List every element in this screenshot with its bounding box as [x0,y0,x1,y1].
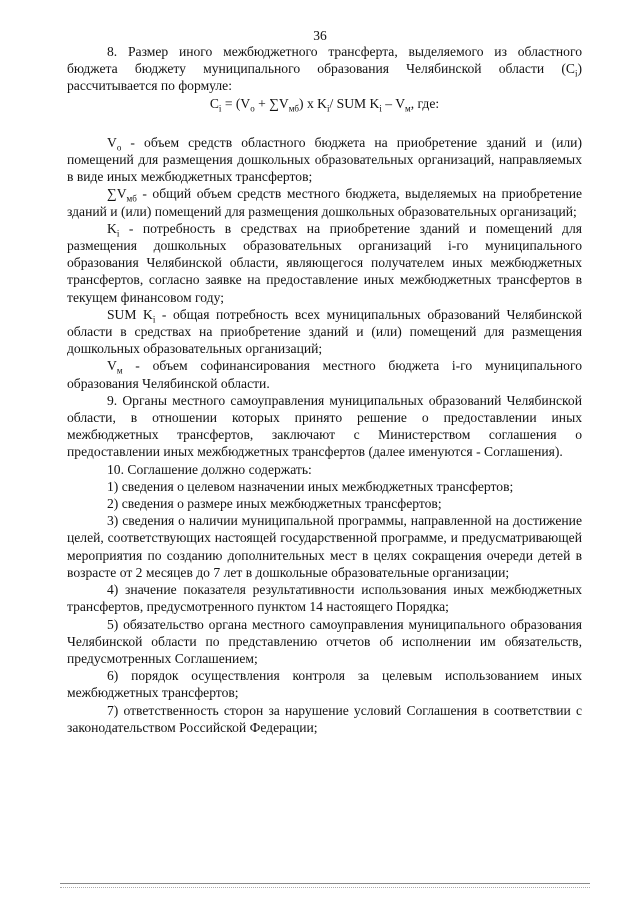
definition-vm [67,357,582,391]
formula-ki-sub: i [326,103,330,114]
formula [67,95,582,112]
def-v0-symbol: V [107,134,117,150]
formula-tail: , где: [410,95,440,111]
list-item: 2) сведения о размере иных межбюджетных трансфертов; [107,496,442,512]
paragraph-10: 10. Соглашение должно содержать: [107,461,312,477]
def-ki-text: - потребность в средствах на приобретение зданий и помещений для размещения дошкольных образовательных организаций i-го муниципального образования Челябинской области, являющегося получателем иных межбюджетных трансфертов, согласно заявке на предоставление иных межбюджетных трансфертов в текущем финансовом году; [67,220,582,305]
def-vmb-sub: мб [126,194,137,205]
def-v0-text: - объем средств областного бюджета на приобретение зданий и (или) помещений для размещения дошкольных образовательных организаций, направляемых в виде иных межбюджетных трансфертов; [67,134,582,185]
scan-edge-line [60,883,590,884]
def-sum-symbol: SUM K [107,306,153,322]
def-ki-symbol: K [107,220,117,236]
scan-edge-line-dotted [60,887,590,888]
def-sum-text: - общая потребность всех муниципальных образований Челябинской области в средствах на приобретение зданий и (или) помещений для размещения дошкольных образовательных организаций; [67,306,582,357]
formula-minus: – V [381,95,406,111]
formula-v0-sub: o [250,103,255,114]
formula-vm-sub: м [405,103,411,114]
list-item: 3) сведения о наличии муниципальной программы, направленной на достижение целей, соответствующих настоящей государственной программе, и предусматривающей мероприятия по созданию дополнительных мест в целях сокращения очереди детей в возрасте от 2 месяцев до 7 лет в дошкольные образовательные организации; [67,513,582,580]
paragraph-9: 9. Органы местного самоуправления муниципальных образований Челябинской области, в отношении которых принято решение о предоставлении иных межбюджетных трансфертов, заключают с Министерством соглашения о предоставлении иных межбюджетных трансфертов (далее именуются - Соглашения). [67,392,582,460]
definition-vmb [67,185,582,219]
def-vm-symbol: V [107,358,117,374]
formula-lhs-sub: i [218,103,222,114]
p8-intro-end: ) рассчитывается по формуле: [67,61,582,94]
formula-div: / SUM K [329,95,380,111]
def-vm-text: - объем софинансирования местного бюджета i-го муниципального образования Челябинской области. [67,358,582,391]
document-body [67,43,582,736]
formula-lhs: C [209,95,219,111]
def-sum-sub: i [152,314,156,325]
def-vm-sub: м [116,366,123,377]
def-ki-sub: i [116,228,120,239]
list-item: 6) порядок осуществления контроля за целевым использованием иных межбюджетных трансфертов; [67,668,582,701]
formula-eq: = (V [221,95,251,111]
formula-plus: + ∑V [254,95,289,111]
p8-intro-sub: i [574,68,578,79]
page-number: 36 [313,28,327,43]
formula-sum-sub: i [379,103,382,114]
definition-v0 [67,134,582,186]
list-item: 1) сведения о целевом назначении иных межбюджетных трансфертов; [107,478,514,494]
def-vmb-symbol: ∑V [107,186,127,202]
list-item: 4) значение показателя результативности использования иных межбюджетных трансфертов, предусмотренного пунктом 14 настоящего Порядка; [67,582,582,615]
formula-vmb-sub: мб [288,103,300,114]
list-item: 5) обязательство органа местного самоуправления муниципального образования Челябинской области по представлению отчетов об исполнении им обязательств, предусмотренных Соглашением; [67,616,582,666]
p8-intro: 8. Размер иного межбюджетного трансферта, выделяемого из областного бюджета бюджету муниципального образования Челябинской области (C [67,44,582,77]
definition-ki [67,220,582,306]
paragraph-8 [67,43,582,95]
def-v0-sub: о [116,142,122,153]
definition-sum [67,306,582,358]
list-item: 7) ответственность сторон за нарушение условий Соглашения в соответствии с законодательством Российской Федерации; [67,702,582,735]
def-vmb-text: - общий объем средств местного бюджета, выделяемых на приобретение зданий и (или) помещений для размещения дошкольных образовательных организаций; [67,186,582,219]
formula-times: ) х K [299,95,327,111]
